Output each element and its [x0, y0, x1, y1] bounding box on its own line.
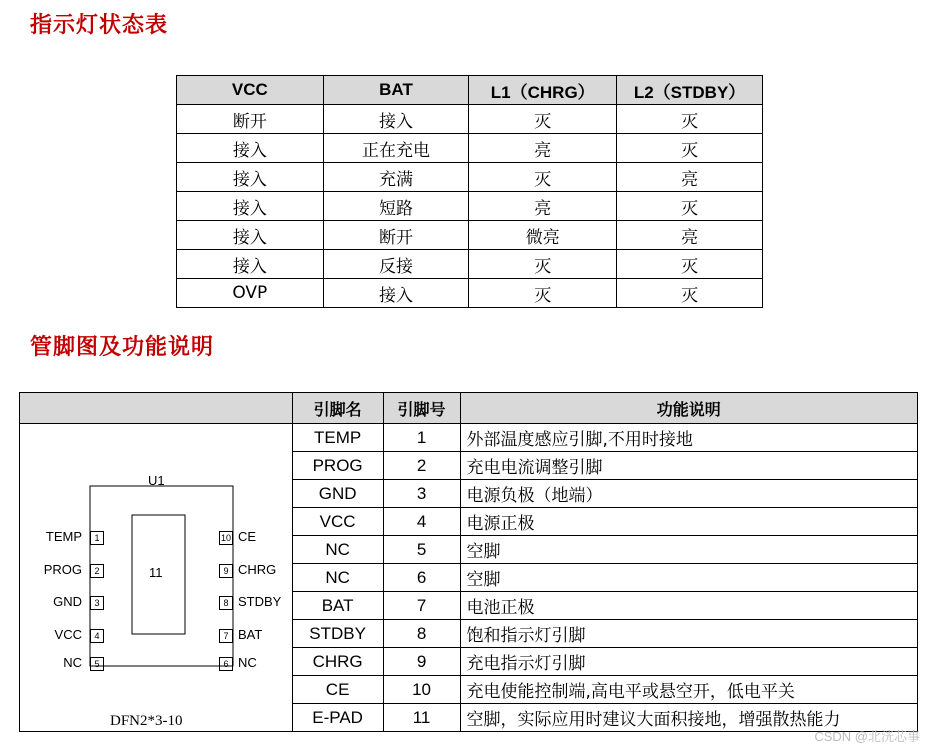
exposed-pad-number: 11 [149, 565, 163, 580]
pin-number-cell: 8 [383, 620, 460, 648]
chip-pin-label: TEMP [45, 529, 82, 544]
table-cell: 正在充电 [323, 134, 469, 163]
chip-pin-label: BAT [238, 627, 263, 642]
table-cell: OVP [177, 279, 324, 308]
table-cell: 断开 [177, 105, 324, 134]
pin-function-table [19, 392, 918, 732]
table-cell: 接入 [177, 250, 324, 279]
col-header-l2: L2（STDBY） [617, 76, 763, 105]
chip-pin-box: 5 [90, 657, 104, 671]
chip-pin-label: GND [53, 594, 82, 609]
table-cell: 接入 [177, 163, 324, 192]
table-row [177, 192, 763, 221]
pin-function-cell: 空脚 [460, 536, 917, 564]
table-cell: 亮 [469, 192, 617, 221]
table-cell: 灭 [617, 192, 763, 221]
chip-pin-label: NC [63, 655, 82, 670]
pin-function-cell: 充电电流调整引脚 [460, 452, 917, 480]
table-cell: 接入 [323, 105, 469, 134]
chip-diagram [20, 424, 292, 741]
chip-pin-box: 3 [90, 596, 104, 610]
chip-pin-box: 10 [220, 533, 231, 543]
table-row [20, 424, 918, 452]
chip-outline [20, 424, 292, 741]
table-cell: 充满 [323, 163, 469, 192]
pin-name-cell: BAT [292, 592, 383, 620]
pin-name-cell: STDBY [292, 620, 383, 648]
pin-number-cell: 5 [383, 536, 460, 564]
chip-pin-label: VCC [54, 627, 82, 642]
pin-function-cell: 电源负极（地端） [460, 480, 917, 508]
package-name: DFN2*3-10 [110, 713, 183, 729]
pin-function-cell: 外部温度感应引脚,不用时接地 [460, 424, 917, 452]
pin-number-cell: 1 [383, 424, 460, 452]
chip-ref-label: U1 [148, 473, 165, 488]
table-cell: 亮 [617, 163, 763, 192]
pin-function-cell: 空脚 [460, 564, 917, 592]
table-cell: 灭 [617, 250, 763, 279]
pin-name-cell: TEMP [292, 424, 383, 452]
status-table-header [177, 76, 763, 105]
table-cell: 接入 [177, 134, 324, 163]
pin-name-cell: PROG [292, 452, 383, 480]
pin-name-cell: VCC [292, 508, 383, 536]
chip-pin-label: CE [238, 529, 257, 544]
pin-number-cell: 11 [383, 704, 460, 732]
pin-number-cell: 2 [383, 452, 460, 480]
table-cell: 接入 [177, 221, 324, 250]
chip-pin-label: CHRG [238, 562, 277, 577]
table-cell: 灭 [617, 134, 763, 163]
pin-function-cell: 空脚，实际应用时建议大面积接地，增强散热能力 [460, 704, 917, 732]
table-cell: 接入 [177, 192, 324, 221]
pin-name-cell: CE [292, 676, 383, 704]
col-header-pin-name: 引脚名 [292, 393, 383, 424]
pin-name-cell: CHRG [292, 648, 383, 676]
table-row [177, 134, 763, 163]
pin-function-cell: 充电使能控制端,高电平或悬空开，低电平关 [460, 676, 917, 704]
col-header-l1: L1（CHRG） [469, 76, 617, 105]
table-cell: 灭 [469, 279, 617, 308]
table-cell: 灭 [469, 105, 617, 134]
pin-number-cell: 7 [383, 592, 460, 620]
table-cell: 亮 [617, 221, 763, 250]
pin-function-cell: 电池正极 [460, 592, 917, 620]
chip-pin-box: 4 [90, 629, 104, 643]
col-header-vcc: VCC [177, 76, 324, 105]
chip-pin-label: STDBY [238, 594, 282, 609]
chip-pin-box: 7 [219, 629, 233, 643]
pin-function-cell: 电源正极 [460, 508, 917, 536]
chip-pin-box: 1 [90, 531, 104, 545]
pin-number-cell: 3 [383, 480, 460, 508]
pin-name-cell: NC [292, 536, 383, 564]
table-cell: 微亮 [469, 221, 617, 250]
pin-diagram-cell [20, 424, 293, 732]
watermark: CSDN @北洸芯事 [814, 729, 920, 744]
table-cell: 灭 [617, 105, 763, 134]
table-cell: 接入 [323, 279, 469, 308]
table-cell: 亮 [469, 134, 617, 163]
table-row [177, 250, 763, 279]
table-cell: 灭 [617, 279, 763, 308]
table-cell: 灭 [469, 250, 617, 279]
pin-number-cell: 9 [383, 648, 460, 676]
pin-number-cell: 6 [383, 564, 460, 592]
pin-name-cell: E-PAD [292, 704, 383, 732]
table-row [177, 163, 763, 192]
table-cell: 短路 [323, 192, 469, 221]
chip-pin-label: NC [238, 655, 257, 670]
indicator-status-heading: 指示灯状态表 [30, 13, 169, 38]
indicator-status-table [176, 75, 763, 308]
table-cell: 断开 [323, 221, 469, 250]
chip-pin-box: 8 [219, 596, 233, 610]
col-header-bat: BAT [323, 76, 469, 105]
pin-function-cell: 充电指示灯引脚 [460, 648, 917, 676]
pin-number-cell: 4 [383, 508, 460, 536]
table-row [177, 105, 763, 134]
pin-diagram-header [20, 393, 293, 424]
table-row [177, 221, 763, 250]
table-row [177, 279, 763, 308]
table-cell: 灭 [469, 163, 617, 192]
col-header-function: 功能说明 [460, 393, 917, 424]
pin-table-header [20, 393, 918, 424]
pin-number-cell: 10 [383, 676, 460, 704]
pinout-heading: 管脚图及功能说明 [30, 335, 215, 360]
chip-pin-box: 2 [90, 564, 104, 578]
chip-pin-label: PROG [43, 562, 82, 577]
pin-function-cell: 饱和指示灯引脚 [460, 620, 917, 648]
chip-pin-box: 6 [219, 657, 233, 671]
pin-name-cell: NC [292, 564, 383, 592]
chip-pin-box: 9 [219, 564, 233, 578]
col-header-pin-number: 引脚号 [383, 393, 460, 424]
pin-name-cell: GND [292, 480, 383, 508]
table-cell: 反接 [323, 250, 469, 279]
